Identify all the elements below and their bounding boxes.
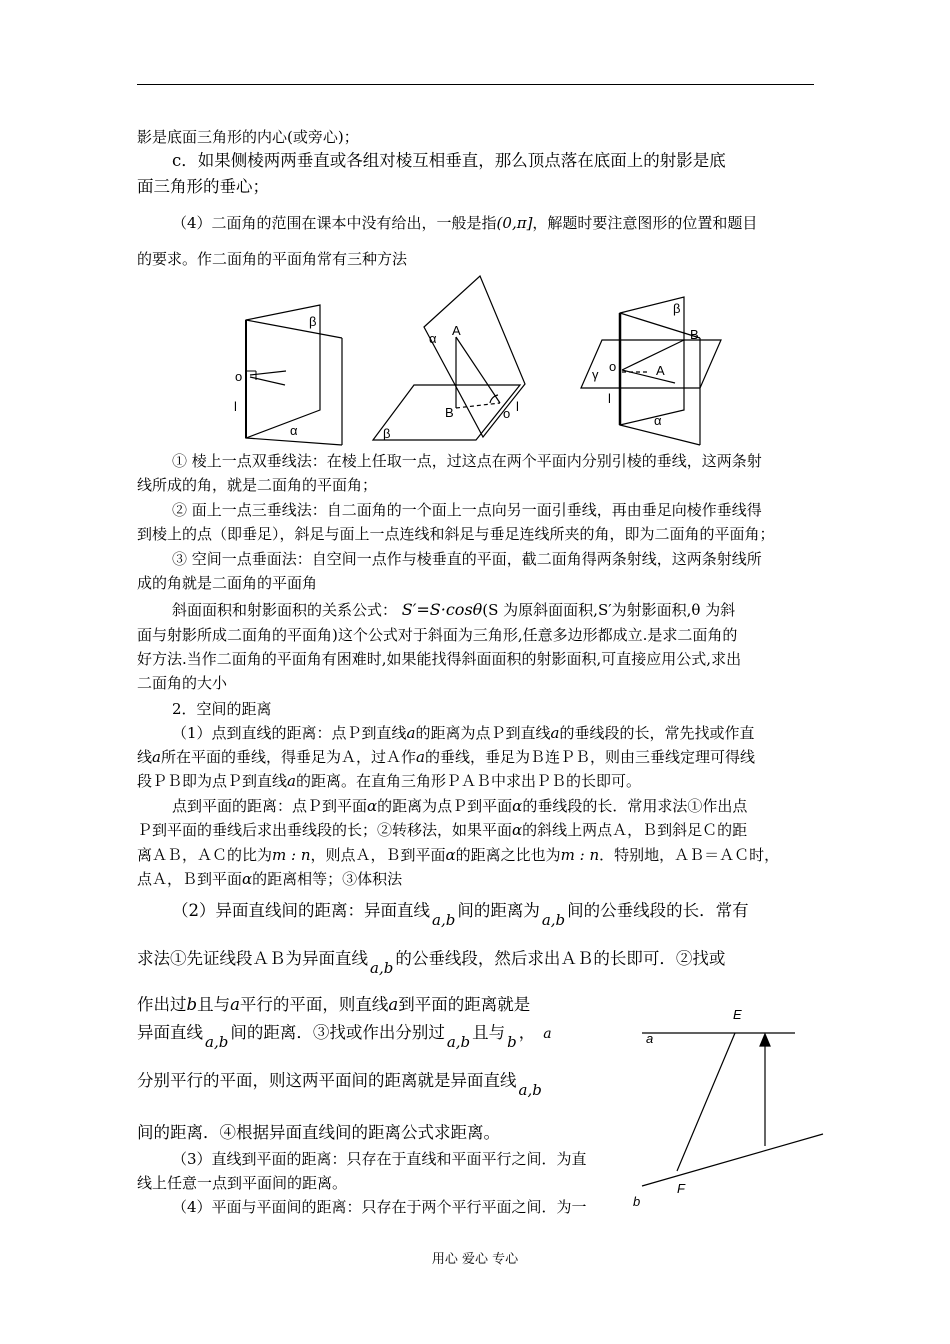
fig3-label-gamma: γ (592, 367, 599, 382)
text-line: （3）直线到平面的距离：只存在于直线和平面平行之间．为直 (172, 1150, 587, 1168)
section-heading: 2．空间的距离 (172, 700, 272, 718)
fig3-label-A: A (656, 363, 665, 378)
text-line: ② 面上一点三垂线法：自二面角的一个面上一点向另一面引垂线，再由垂足向棱作垂线得 (172, 501, 762, 519)
fig3-label-l: l (608, 391, 611, 406)
fig2-label-l: l (516, 399, 519, 414)
text-line: （2）异面直线间的距离：异面直线 a,b 间的距离为 a,b 间的公垂线段的长．常有 (172, 901, 749, 929)
text-line: 离ＡＢ，ＡＣ的比为m : n，则点Ａ，Ｂ到平面α的距离之比也为m : n．特别地，ＡＢ＝ＡＣ时， (137, 846, 780, 864)
page-footer: 用心 爱心 专心 (431, 1252, 519, 1267)
fig1-label-l: l (234, 399, 237, 414)
text-line: Ｐ到平面的垂线后求出垂线段的长；②转移法，如果平面α的斜线上两点Ａ，Ｂ到斜足Ｃ的距 (137, 821, 748, 839)
text-line: （4）二面角的范围在课本中没有给出，一般是指(0,π]，解题时要注意图形的位置和题目 (172, 214, 758, 232)
figure-skew-line-distance (642, 1033, 823, 1186)
fig3-label-beta: β (673, 301, 681, 316)
text-line: 面与射影所成二面角的平面角)这个公式对于斜面为三角形,任意多边形都成立.是求二面角的 (137, 626, 738, 644)
text-line: 分别平行的平面，则这两平面间的距离就是异面直线 a,b (137, 1071, 542, 1099)
text-line: 好方法.当作二面角的平面角有困难时,如果能找得斜面面积的射影面积,可直接应用公式,求出 (137, 650, 742, 668)
text-line: 间的距离．④根据异面直线间的距离公式求距离。 (137, 1123, 500, 1142)
fig1-label-beta: β (309, 314, 317, 329)
math-interval: (0,π] (496, 214, 533, 232)
text-line: 线a所在平面的垂线，得垂足为Ａ，过Ａ作a的垂线，垂足为Ｂ连ＰＢ，则由三垂线定理可得线 (137, 748, 755, 766)
figure-dihedral-perpendicular-plane (581, 297, 721, 445)
text-line: 二面角的大小 (137, 674, 228, 692)
text-line: c．如果侧棱两两垂直或各组对棱互相垂直，那么顶点落在底面上的射影是底 (172, 151, 726, 170)
text-line: （1）点到直线的距离：点Ｐ到直线a的距离为点Ｐ到直线a的垂线段的长，常先找或作直 (172, 724, 755, 742)
text-line: 线上任意一点到平面间的距离。 (137, 1174, 348, 1192)
fig3-label-alpha: α (654, 413, 662, 428)
text-line: 作出过b且与a平行的平面，则直线a到平面的距离就是 (137, 995, 531, 1014)
fig4-label-b: b (633, 1194, 641, 1209)
text-line: 斜面面积和射影面积的关系公式： S′=S·cosθ(S 为原斜面面积,S′为射影面积,θ 为斜 (172, 600, 736, 619)
math-area-formula: S′=S·cosθ (401, 600, 483, 619)
fig2-label-B: B (445, 405, 454, 420)
fig2-label-o: o (503, 406, 511, 421)
text-line: 的要求。作二面角的平面角常有三种方法 (137, 250, 408, 268)
fig3-label-o: o (609, 359, 617, 374)
fig1-label-alpha: α (290, 423, 298, 438)
text-line: 求法①先证线段ＡＢ为异面直线 a,b 的公垂线段，然后求出ＡＢ的长即可．②找或 (137, 949, 726, 977)
text-line: （4）平面与平面间的距离：只存在于两个平行平面之间．为一 (172, 1198, 587, 1216)
fig4-label-F: F (677, 1181, 685, 1196)
text-line: 点Ａ，Ｂ到平面α的距离相等；③体积法 (137, 870, 403, 888)
text-line: 影是底面三角形的内心(或旁心)； (137, 128, 359, 146)
text-line: 异面直线 a,b 间的距离．③找或作出分别过 a,b 且与 b ， a (137, 1023, 552, 1051)
fig2-label-beta: β (383, 426, 391, 441)
fig3-label-B: B (690, 327, 699, 342)
fig2-label-A: A (452, 323, 461, 338)
fig1-label-o: o (235, 369, 243, 384)
text-line: 到棱上的点（即垂足），斜足与面上一点连线和斜足与垂足连线所夹的角，即为二面角的平面角； (137, 525, 775, 543)
text-line: 成的角就是二面角的平面角 (137, 574, 318, 592)
fig4-label-E: E (733, 1007, 742, 1022)
text-line: 点到平面的距离：点Ｐ到平面α的距离为点Ｐ到平面α的垂线段的长．常用求法①作出点 (172, 797, 748, 815)
text-line: 段ＰＢ即为点Ｐ到直线a的距离。在直角三角形ＰＡＢ中求出ＰＢ的长即可。 (137, 772, 641, 790)
text-line: ① 棱上一点双垂线法：在棱上任取一点，过这点在两个平面内分别引棱的垂线，这两条射 (172, 452, 762, 470)
text-line: 面三角形的垂心； (137, 177, 269, 196)
fig4-label-a: a (646, 1031, 654, 1046)
text-line: ③ 空间一点垂面法：自空间一点作与棱垂直的平面，截二面角得两条射线，这两条射线所 (172, 550, 762, 568)
fig2-label-alpha: α (429, 331, 437, 346)
text-line: 线所成的角，就是二面角的平面角； (137, 476, 378, 494)
